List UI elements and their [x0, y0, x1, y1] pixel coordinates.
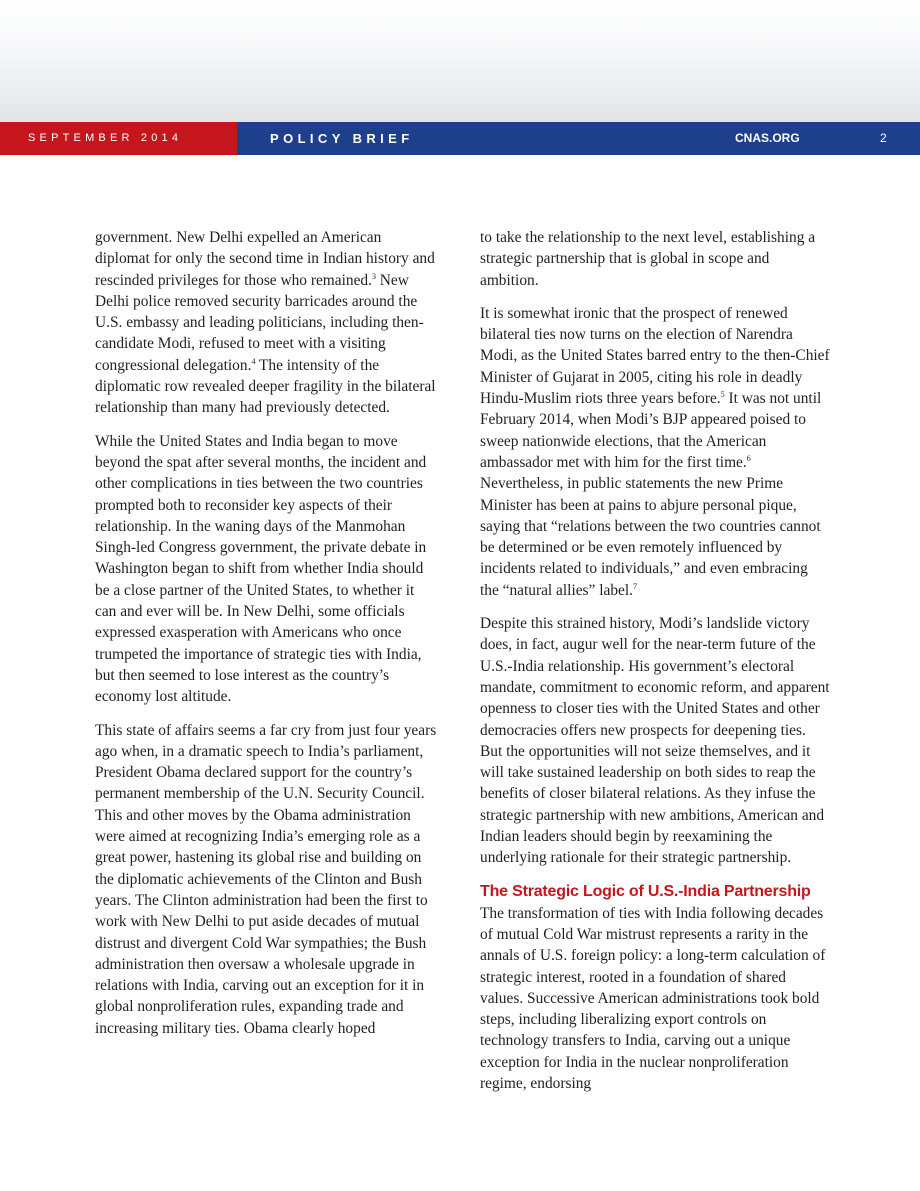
footnote-ref: 3 [371, 271, 376, 281]
text-run: The intensity of the diplomatic row revealed deeper fragility in the bilateral relationship than many had previously detected. [95, 356, 436, 417]
text-run: It is somewhat ironic that the prospect of renewed bilateral ties now turns on the election of Narendra Modi, as the United States barred entry to the then-Chief Minister of Gujarat in 2005, citing his role in deadly Hindu-Muslim riots three years before. [480, 304, 830, 408]
right-column [480, 227, 830, 1106]
footnote-ref: 7 [632, 581, 637, 591]
text-run: New Delhi police removed security barricades around the U.S. embassy and leading politicians, including then-candidate Modi, refused to meet with a visiting congressional delegation. [95, 271, 424, 374]
paragraph: The transformation of ties with India following decades of mutual Cold War mistrust represents a rarity in the annals of U.S. foreign policy: a long-term calculation of strategic interest, rooted in a foundation of shared values. Successive American administrations took bold steps, including liberalizing export controls on technology transfers to India, carving out a unique exception for India in the nuclear nonproliferation regime, endorsing [480, 904, 826, 1092]
paragraph: to take the relationship to the next level, establishing a strategic partnership that is global in scope and ambition. [480, 229, 816, 289]
page-top-gradient [0, 0, 920, 122]
header-series-title: POLICY BRIEF [270, 131, 414, 146]
section-heading: The Strategic Logic of U.S.-India Partnership [480, 882, 811, 900]
paragraph [480, 303, 830, 601]
paragraph: While the United States and India began to move beyond the spat after several months, the incident and other complications in ties between the two countries prompted both to reconsider key aspects of their relationship. In the waning days of the Manmohan Singh-led Congress government, the private debate in Washington began to shift from whether India should be a close partner of the United States, to whether it can and ever will be. In New Delhi, some officials expressed exasperation with Americans who once trumpeted the importance of strategic ties with India, but then seemed to lose interest as the country’s economy lost altitude. [95, 432, 427, 706]
paragraph: Despite this strained history, Modi’s landslide victory does, in fact, augur well for the near-term future of the U.S.-India relationship. His government’s electoral mandate, commitment to economic reform, and apparent openness to closer ties with the United States and other democracies offers new prospects for deepening ties. But the opportunities will not seize themselves, and it will take sustained leadership on both sides to reap the benefits of closer bilateral relations. As they infuse the strategic partnership with new ambitions, American and Indian leaders should begin by reexamining the underlying rationale for their strategic partnership. [480, 615, 830, 867]
paragraph [95, 227, 437, 419]
running-header [0, 122, 920, 155]
text-run: It was not until February 2014, when Modi’s BJP appeared poised to sweep nationwide elections, that the American ambassador met with him for the first time. [480, 390, 822, 471]
header-date: SEPTEMBER 2014 [28, 132, 183, 144]
paragraph: This state of affairs seems a far cry from just four years ago when, in a dramatic speech to India’s parliament, President Obama declared support for the country’s permanent membership of the U.N. Security Council. This and other moves by the Obama administration were aimed at recognizing India’s emerging role as a great power, hastening its global rise and building on the diplomatic achievements of the Clinton and Bush years. The Clinton administration had been the first to work with New Delhi to put aside decades of mutual distrust and divergent Cold War sympathies; the Bush administration then oversaw a wholesale upgrade in relations with India, carving out an exception for it in global nonproliferation rules, expanding trade and increasing military ties. Obama clearly hoped [95, 721, 437, 1037]
text-run: Nevertheless, in public statements the new Prime Minister has been at pains to abjure personal pique, saying that “relations between the two countries cannot be determined or be even remotely influenced by incidents related to individuals,” and even embracing the “natural allies” label. [480, 475, 821, 599]
footnote-ref: 6 [746, 453, 751, 463]
footnote-ref: 4 [251, 356, 256, 366]
footnote-ref: 5 [720, 390, 725, 400]
page-number: 2 [880, 131, 887, 145]
header-website: CNAS.ORG [735, 131, 800, 145]
left-column [95, 227, 437, 1051]
text-run: government. New Delhi expelled an American diplomat for only the second time in Indian history and rescinded privileges for those who remained. [95, 229, 435, 289]
